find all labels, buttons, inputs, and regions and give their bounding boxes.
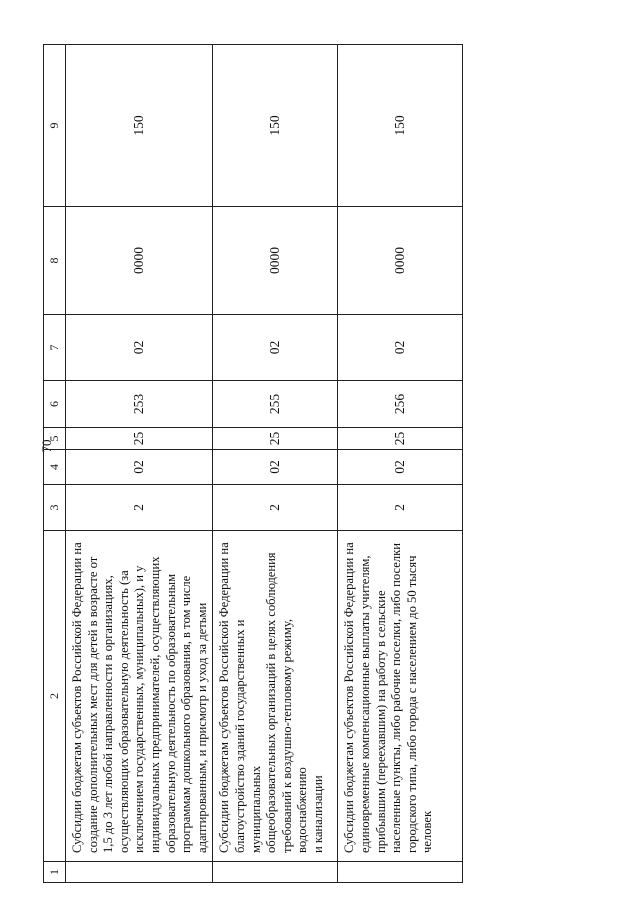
code-cell: 0000 xyxy=(213,207,338,315)
code-cell: 02 xyxy=(213,450,338,485)
code-cell: 02 xyxy=(66,450,213,485)
table-row xyxy=(338,45,463,883)
code-cell: 0000 xyxy=(66,207,213,315)
code-cell: 2 xyxy=(213,485,338,531)
code-cell: 150 xyxy=(338,45,463,207)
rotated-table-container xyxy=(43,45,620,883)
column-number-row xyxy=(44,45,66,883)
row-description: Субсидии бюджетам субъектов Российской Федерации на единовременные компенсационные выплаты учителям, прибывшим (переехавшим) на работу в сельские населенные пункты, либо рабочие поселки, либо поселки городского типа, либо города с населением до 50 тысяч человек xyxy=(338,531,463,862)
code-cell: 256 xyxy=(338,381,463,428)
column-number: 6 xyxy=(44,381,66,428)
code-cell: 0000 xyxy=(338,207,463,315)
code-cell: 02 xyxy=(338,315,463,381)
column-number: 3 xyxy=(44,485,66,531)
column-number: 7 xyxy=(44,315,66,381)
column-number: 4 xyxy=(44,450,66,485)
row-col1-cell xyxy=(66,862,213,883)
column-number: 5 xyxy=(44,428,66,450)
code-cell: 25 xyxy=(338,428,463,450)
code-cell: 02 xyxy=(66,315,213,381)
code-cell: 25 xyxy=(213,428,338,450)
code-cell: 2 xyxy=(66,485,213,531)
row-description: Субсидии бюджетам субъектов Российской Федерации на создание дополнительных мест для детей в возрасте от 1,5 до 3 лет любой направленности в организациях, осуществляющих образовательную деятельность (за исключением государственных, муниципальных), и у индивидуальных предпринимателей, осуществляющих образовательную деятельность по образовательным программам дошкольного образования, в том числе адаптированным, и присмотр и уход за детьми xyxy=(66,531,213,862)
row-col1-cell xyxy=(213,862,338,883)
table-row xyxy=(66,45,213,883)
column-number: 8 xyxy=(44,207,66,315)
row-col1-cell xyxy=(338,862,463,883)
code-cell: 02 xyxy=(338,450,463,485)
code-cell: 150 xyxy=(66,45,213,207)
code-cell: 150 xyxy=(213,45,338,207)
column-number: 1 xyxy=(44,862,66,883)
code-cell: 253 xyxy=(66,381,213,428)
code-cell: 2 xyxy=(338,485,463,531)
page-number: 70 xyxy=(39,439,54,453)
table-row xyxy=(213,45,338,883)
column-number: 2 xyxy=(44,531,66,862)
code-cell: 02 xyxy=(213,315,338,381)
code-cell: 255 xyxy=(213,381,338,428)
column-number: 9 xyxy=(44,45,66,207)
row-description: Субсидии бюджетам субъектов Российской Федерации на благоустройство зданий государственных и муниципальных общеобразовательных организаций в целях соблюдения требований к воздушно-тепловому режиму, водоснабжению и канализации xyxy=(213,531,338,862)
budget-classification-table xyxy=(43,44,463,883)
code-cell: 25 xyxy=(66,428,213,450)
